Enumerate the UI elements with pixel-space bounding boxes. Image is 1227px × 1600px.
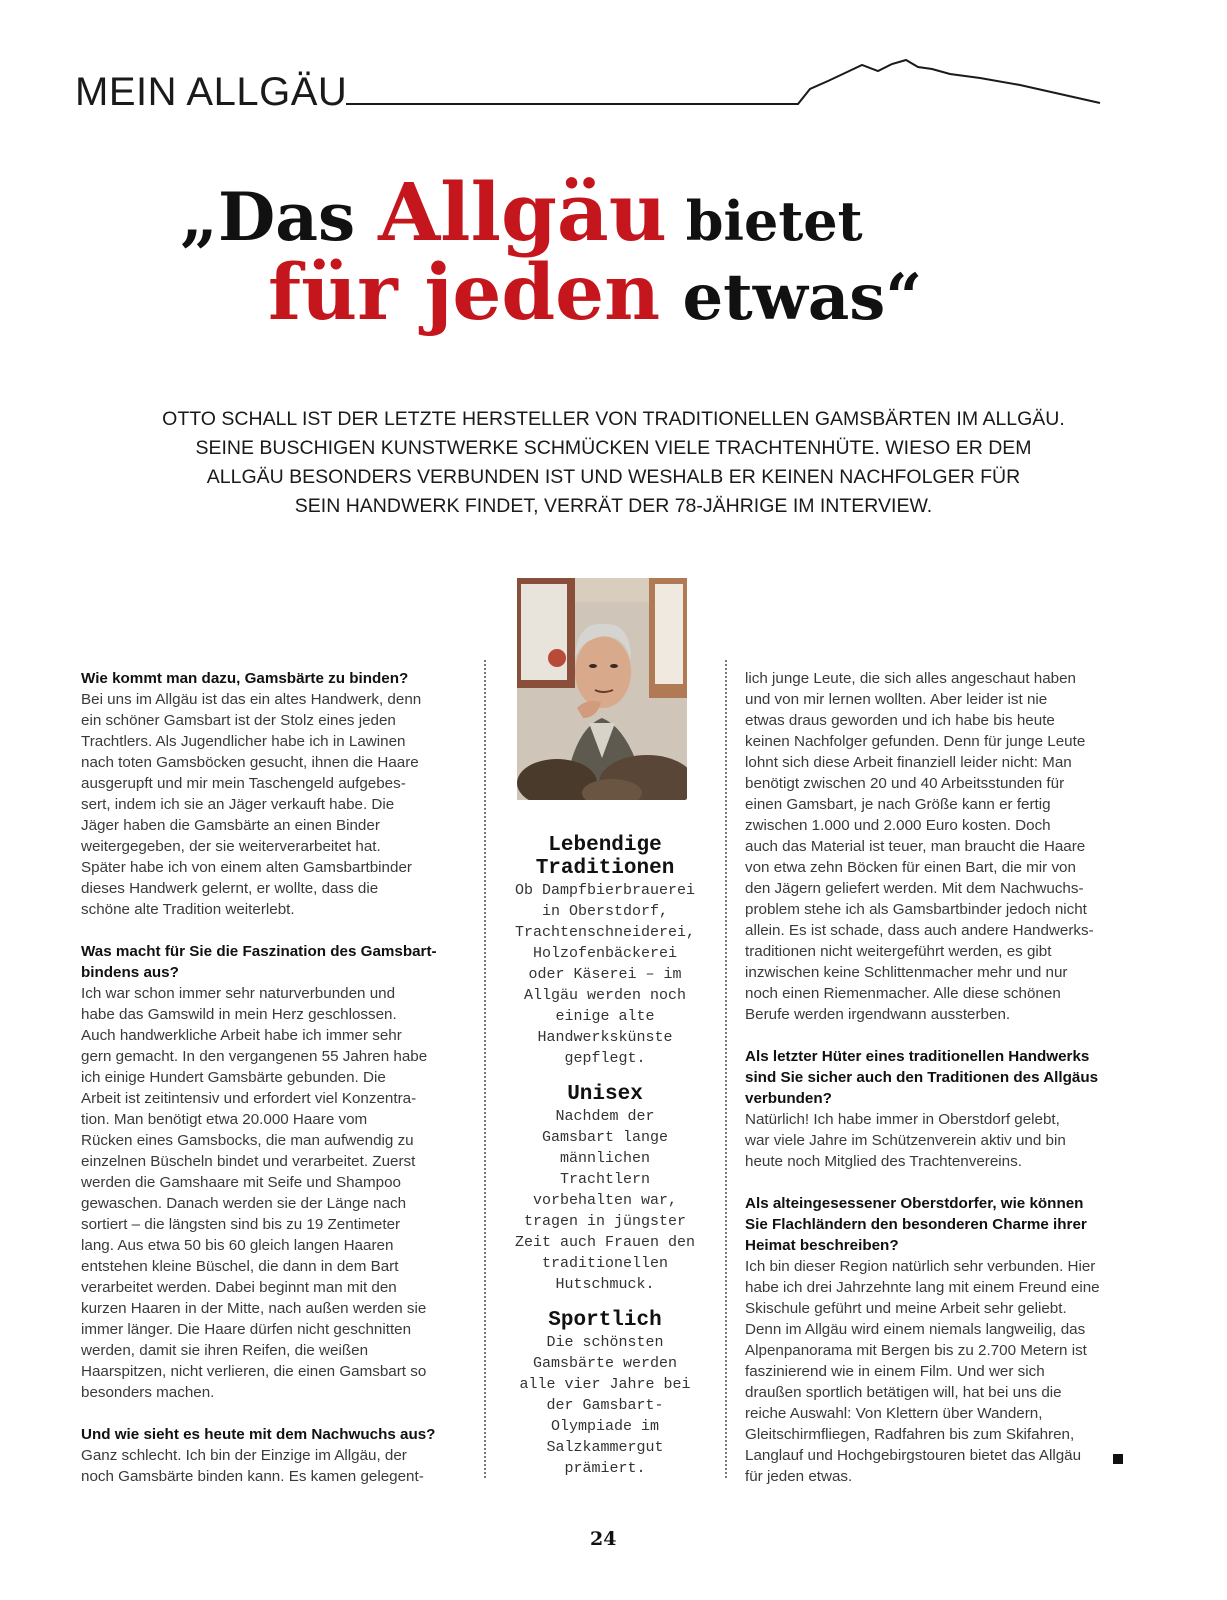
answer-line: und von mir lernen wollten. Aber leider ist nie <box>745 691 1048 708</box>
sidebar-heading: Lebendige <box>548 834 662 857</box>
sidebar-text: männlichen <box>559 1150 650 1167</box>
question: Und wie sieht es heute mit dem Nachwuchs aus? <box>81 1426 436 1443</box>
answer-line: habe ich drei Jahrzehnte lang mit einem Freund eine <box>745 1279 1100 1296</box>
answer-line: tion. Man benötigt etwa 20.000 Haare vom <box>81 1111 368 1128</box>
answer-line: dieses Handwerk gelernt, er wollte, dass die <box>81 880 379 897</box>
sidebar-text: Handwerkskünste <box>537 1029 673 1046</box>
answer-line: Natürlich! Ich habe immer in Oberstdorf gelebt, <box>745 1111 1060 1128</box>
answer-line: traditionen nicht weitergeführt werden, es gibt <box>745 943 1052 960</box>
end-of-article-square <box>1113 1454 1123 1464</box>
answer-line: einzelnen Büscheln bindet und verarbeitet. Zuerst <box>81 1153 416 1170</box>
question: Heimat beschreiben? <box>745 1237 899 1254</box>
answer-line: verarbeitet werden. Dabei beginnt man mit den <box>81 1279 397 1296</box>
sidebar-text: oder Käserei – im <box>528 966 682 983</box>
sidebar-text: Trachtenschneiderei, <box>514 924 696 941</box>
sidebar-text: Ob Dampfbierbrauerei <box>514 882 696 899</box>
answer-line: sortiert – die längsten sind bis zu 19 Zentimeter <box>81 1216 401 1233</box>
headline-fuer-jeden: für jeden <box>268 248 661 338</box>
answer-line: Ganz schlecht. Ich bin der Einzige im Allgäu, der <box>81 1447 407 1464</box>
answer-line: Skischule geführt und meine Arbeit sehr geliebt. <box>745 1300 1067 1317</box>
answer-line: werden, damit sie ihren Reifen, die weißen <box>81 1342 369 1359</box>
answer-line: Langlauf und Hochgebirgstouren bietet das Allgäu <box>745 1447 1082 1464</box>
intro-line: SEINE BUSCHIGEN KUNSTWERKE SCHMÜCKEN VIELE TRACHTENHÜTE. WIESO ER DEM <box>195 437 1032 459</box>
portrait-illustration <box>517 578 687 800</box>
sidebar-box <box>495 834 715 1479</box>
headline-allgaeu: Allgäu <box>378 165 667 259</box>
sidebar-text: tragen in jüngster <box>523 1213 687 1230</box>
answer-line: nach toten Gamsböcken gesucht, ihnen die Haare <box>81 754 419 771</box>
answer-line: ich einige Hundert Gamsbärte gebunden. Die <box>81 1069 386 1086</box>
answer-line: problem stehe ich als Gamsbartbinder jedoch nicht <box>745 901 1087 918</box>
answer-line: Bei uns im Allgäu ist das ein altes Handwerk, denn <box>81 691 422 708</box>
answer-line: Haarspitzen, nicht verlieren, die einen Gamsbart so <box>81 1363 427 1380</box>
answer-line: immer länger. Die Haare dürfen nicht geschnitten <box>81 1321 412 1338</box>
intro-line: SEIN HANDWERK FINDET, VERRÄT DER 78-JÄHRIGE IM INTERVIEW. <box>294 495 933 517</box>
answer-line: Auch handwerkliche Arbeit habe ich immer sehr <box>81 1027 402 1044</box>
answer-line: faszinierend wie in einem Film. Und wer sich <box>745 1363 1045 1380</box>
answer-line: Gleitschirmfliegen, Radfahren bis zum Skifahren, <box>745 1426 1075 1443</box>
answer-line: besonders machen. <box>81 1384 215 1401</box>
answer-line: für jeden etwas. <box>745 1468 853 1485</box>
sidebar-text: Hutschmuck. <box>555 1276 655 1293</box>
interview-column-1 <box>81 668 466 1487</box>
question: Wie kommt man dazu, Gamsbärte zu binden? <box>81 670 409 687</box>
answer-line: von etwa zehn Böcken für einen Bart, die mir von <box>745 859 1076 876</box>
answer-line: zwischen 1.000 und 2.000 Euro kosten. Doch <box>745 817 1051 834</box>
answer-line: entstehen kleine Büschel, die dann in dem Bart <box>81 1258 399 1275</box>
sidebar-text: prämiert. <box>564 1460 646 1477</box>
answer-line: lohnt sich diese Arbeit finanziell leider nicht: Man <box>745 754 1072 771</box>
answer-line: lich junge Leute, die sich alles angeschaut haben <box>745 670 1076 687</box>
answer-line: den Jägern geliefert werden. Mit dem Nachwuchs- <box>745 880 1084 897</box>
answer-line: Denn im Allgäu wird einem niemals langweilig, das <box>745 1321 1086 1338</box>
answer-line: inzwischen keine Schlittenmacher mehr und nur <box>745 964 1068 981</box>
answer-line: gern gemacht. In den vergangenen 55 Jahren habe <box>81 1048 428 1065</box>
sidebar-text: einige alte <box>555 1008 655 1025</box>
sidebar-text: Gamsbärte werden <box>532 1355 678 1372</box>
column-divider-left <box>484 660 486 1478</box>
answer-line: Ich bin dieser Region natürlich sehr verbunden. Hier <box>745 1258 1096 1275</box>
answer-line: Berufe werden irgendwann aussterben. <box>745 1006 1011 1023</box>
answer-line: draußen sportlich betätigen will, hat bei uns die <box>745 1384 1062 1401</box>
headline-line-2 <box>268 248 923 338</box>
answer-line: werden die Gamshaare mit Seife und Shampoo <box>81 1174 401 1191</box>
answer-line: noch einen Riemenmacher. Alle diese schönen <box>745 985 1061 1002</box>
answer-line: ein schöner Gamsbart ist der Stolz eines jeden <box>81 712 396 729</box>
answer-line: Alpenpanorama mit Bergen bis zu 2.700 Metern ist <box>745 1342 1087 1359</box>
intro-line: ALLGÄU BESONDERS VERBUNDEN IST UND WESHALB ER KEINEN NACHFOLGER FÜR <box>206 466 1021 488</box>
headline-etwas: etwas <box>660 260 886 335</box>
answer-line: Arbeit ist zeitintensiv und erfordert viel Konzentra- <box>81 1090 417 1107</box>
column-divider-right <box>725 660 727 1478</box>
intro-line: OTTO SCHALL IST DER LETZTE HERSTELLER VON TRADITIONELLEN GAMSBÄRTEN IM ALLGÄU. <box>162 408 1065 430</box>
answer-line: allein. Es ist schade, dass auch andere Handwerks- <box>745 922 1094 939</box>
question: Als letzter Hüter eines traditionellen Handwerks <box>745 1048 1090 1065</box>
answer-line: Später habe ich von einem alten Gamsbartbinder <box>81 859 412 876</box>
question: sind Sie sicher auch den Traditionen des Allgäus <box>745 1069 1099 1086</box>
sidebar-text: Holzofenbäckerei <box>532 945 678 962</box>
sidebar-heading: Traditionen <box>535 857 675 880</box>
answer-line: sert, indem ich sie an Jäger verkauft habe. Die <box>81 796 395 813</box>
question: Als alteingesessener Oberstdorfer, wie können <box>745 1195 1084 1212</box>
answer-line: war viele Jahre im Schützenverein aktiv und bin <box>745 1132 1066 1149</box>
section-title: MEIN ALLGÄU <box>75 70 348 114</box>
sidebar-text: Allgäu werden noch <box>523 987 687 1004</box>
headline-close-quote: “ <box>885 260 923 335</box>
answer-line: reiche Auswahl: Von Klettern über Wandern, <box>745 1405 1043 1422</box>
answer-line: benötigt zwischen 20 und 40 Arbeitsstunden für <box>745 775 1065 792</box>
answer-line: weitergegeben, der sie weiterverarbeitet hat. <box>81 838 381 855</box>
intro-lead <box>90 405 1137 521</box>
interview-column-3 <box>745 668 1140 1487</box>
sidebar-text: in Oberstdorf, <box>541 903 669 920</box>
page-number: 24 <box>590 1528 617 1550</box>
sidebar-text: Zeit auch Frauen den <box>514 1234 696 1251</box>
answer-line: habe das Gamswild in mein Herz geschlossen. <box>81 1006 397 1023</box>
sidebar-text: der Gamsbart- <box>546 1397 664 1414</box>
question: Sie Flachländern den besonderen Charme ihrer <box>745 1216 1087 1233</box>
sidebar-text: Olympiade im <box>550 1418 660 1435</box>
sidebar-text: alle vier Jahre bei <box>519 1376 691 1393</box>
mountain-ridge-rule <box>340 55 1140 115</box>
sidebar-text: Trachtlern <box>559 1171 650 1188</box>
question: Was macht für Sie die Faszination des Gamsbart- <box>81 943 437 960</box>
answer-line: auch das Material ist teuer, man braucht die Haare <box>745 838 1086 855</box>
question: verbunden? <box>745 1090 832 1107</box>
answer-line: ausgerupft und mir mein Taschengeld aufgebes- <box>81 775 406 792</box>
answer-line: Jäger haben die Gamsbärte an einen Binder <box>81 817 380 834</box>
answer-line: einen Gamsbart, je nach Größe kann er fertig <box>745 796 1051 813</box>
headline-open: „Das <box>180 178 379 256</box>
sidebar-text: vorbehalten war, <box>532 1192 678 1209</box>
sidebar-heading: Sportlich <box>548 1309 662 1332</box>
answer-line: gewaschen. Danach werden sie der Länge nach <box>81 1195 407 1212</box>
sidebar-heading: Unisex <box>567 1083 643 1106</box>
answer-line: heute noch Mitglied des Trachtenvereins. <box>745 1153 1022 1170</box>
headline-line-1 <box>180 165 863 259</box>
sidebar-text: Nachdem der <box>555 1108 655 1125</box>
headline-bietet: bietet <box>666 189 863 253</box>
sidebar-text: Die schönsten <box>546 1334 664 1351</box>
answer-line: keinen Nachfolger gefunden. Denn für junge Leute <box>745 733 1086 750</box>
answer-line: noch Gamsbärte binden kann. Es kamen gelegent- <box>81 1468 424 1485</box>
portrait-photo <box>517 578 687 800</box>
answer-line: kurzen Haaren in der Mitte, nach außen werden sie <box>81 1300 427 1317</box>
answer-line: etwas draus geworden und ich habe bis heute <box>745 712 1055 729</box>
answer-line: Trachtlers. Als Jugendlicher habe ich in Lawinen <box>81 733 406 750</box>
sidebar-text: gepflegt. <box>564 1050 646 1067</box>
sidebar-text: Gamsbart lange <box>541 1129 669 1146</box>
sidebar-text: Salzkammergut <box>546 1439 664 1456</box>
answer-line: Rücken eines Gamsbocks, die man aufwendig zu <box>81 1132 414 1149</box>
sidebar-text: traditionellen <box>541 1255 669 1272</box>
answer-line: Ich war schon immer sehr naturverbunden und <box>81 985 396 1002</box>
question: bindens aus? <box>81 964 179 981</box>
answer-line: schöne alte Tradition weiterlebt. <box>81 901 295 918</box>
answer-line: lang. Aus etwa 50 bis 60 gleich langen Haaren <box>81 1237 394 1254</box>
